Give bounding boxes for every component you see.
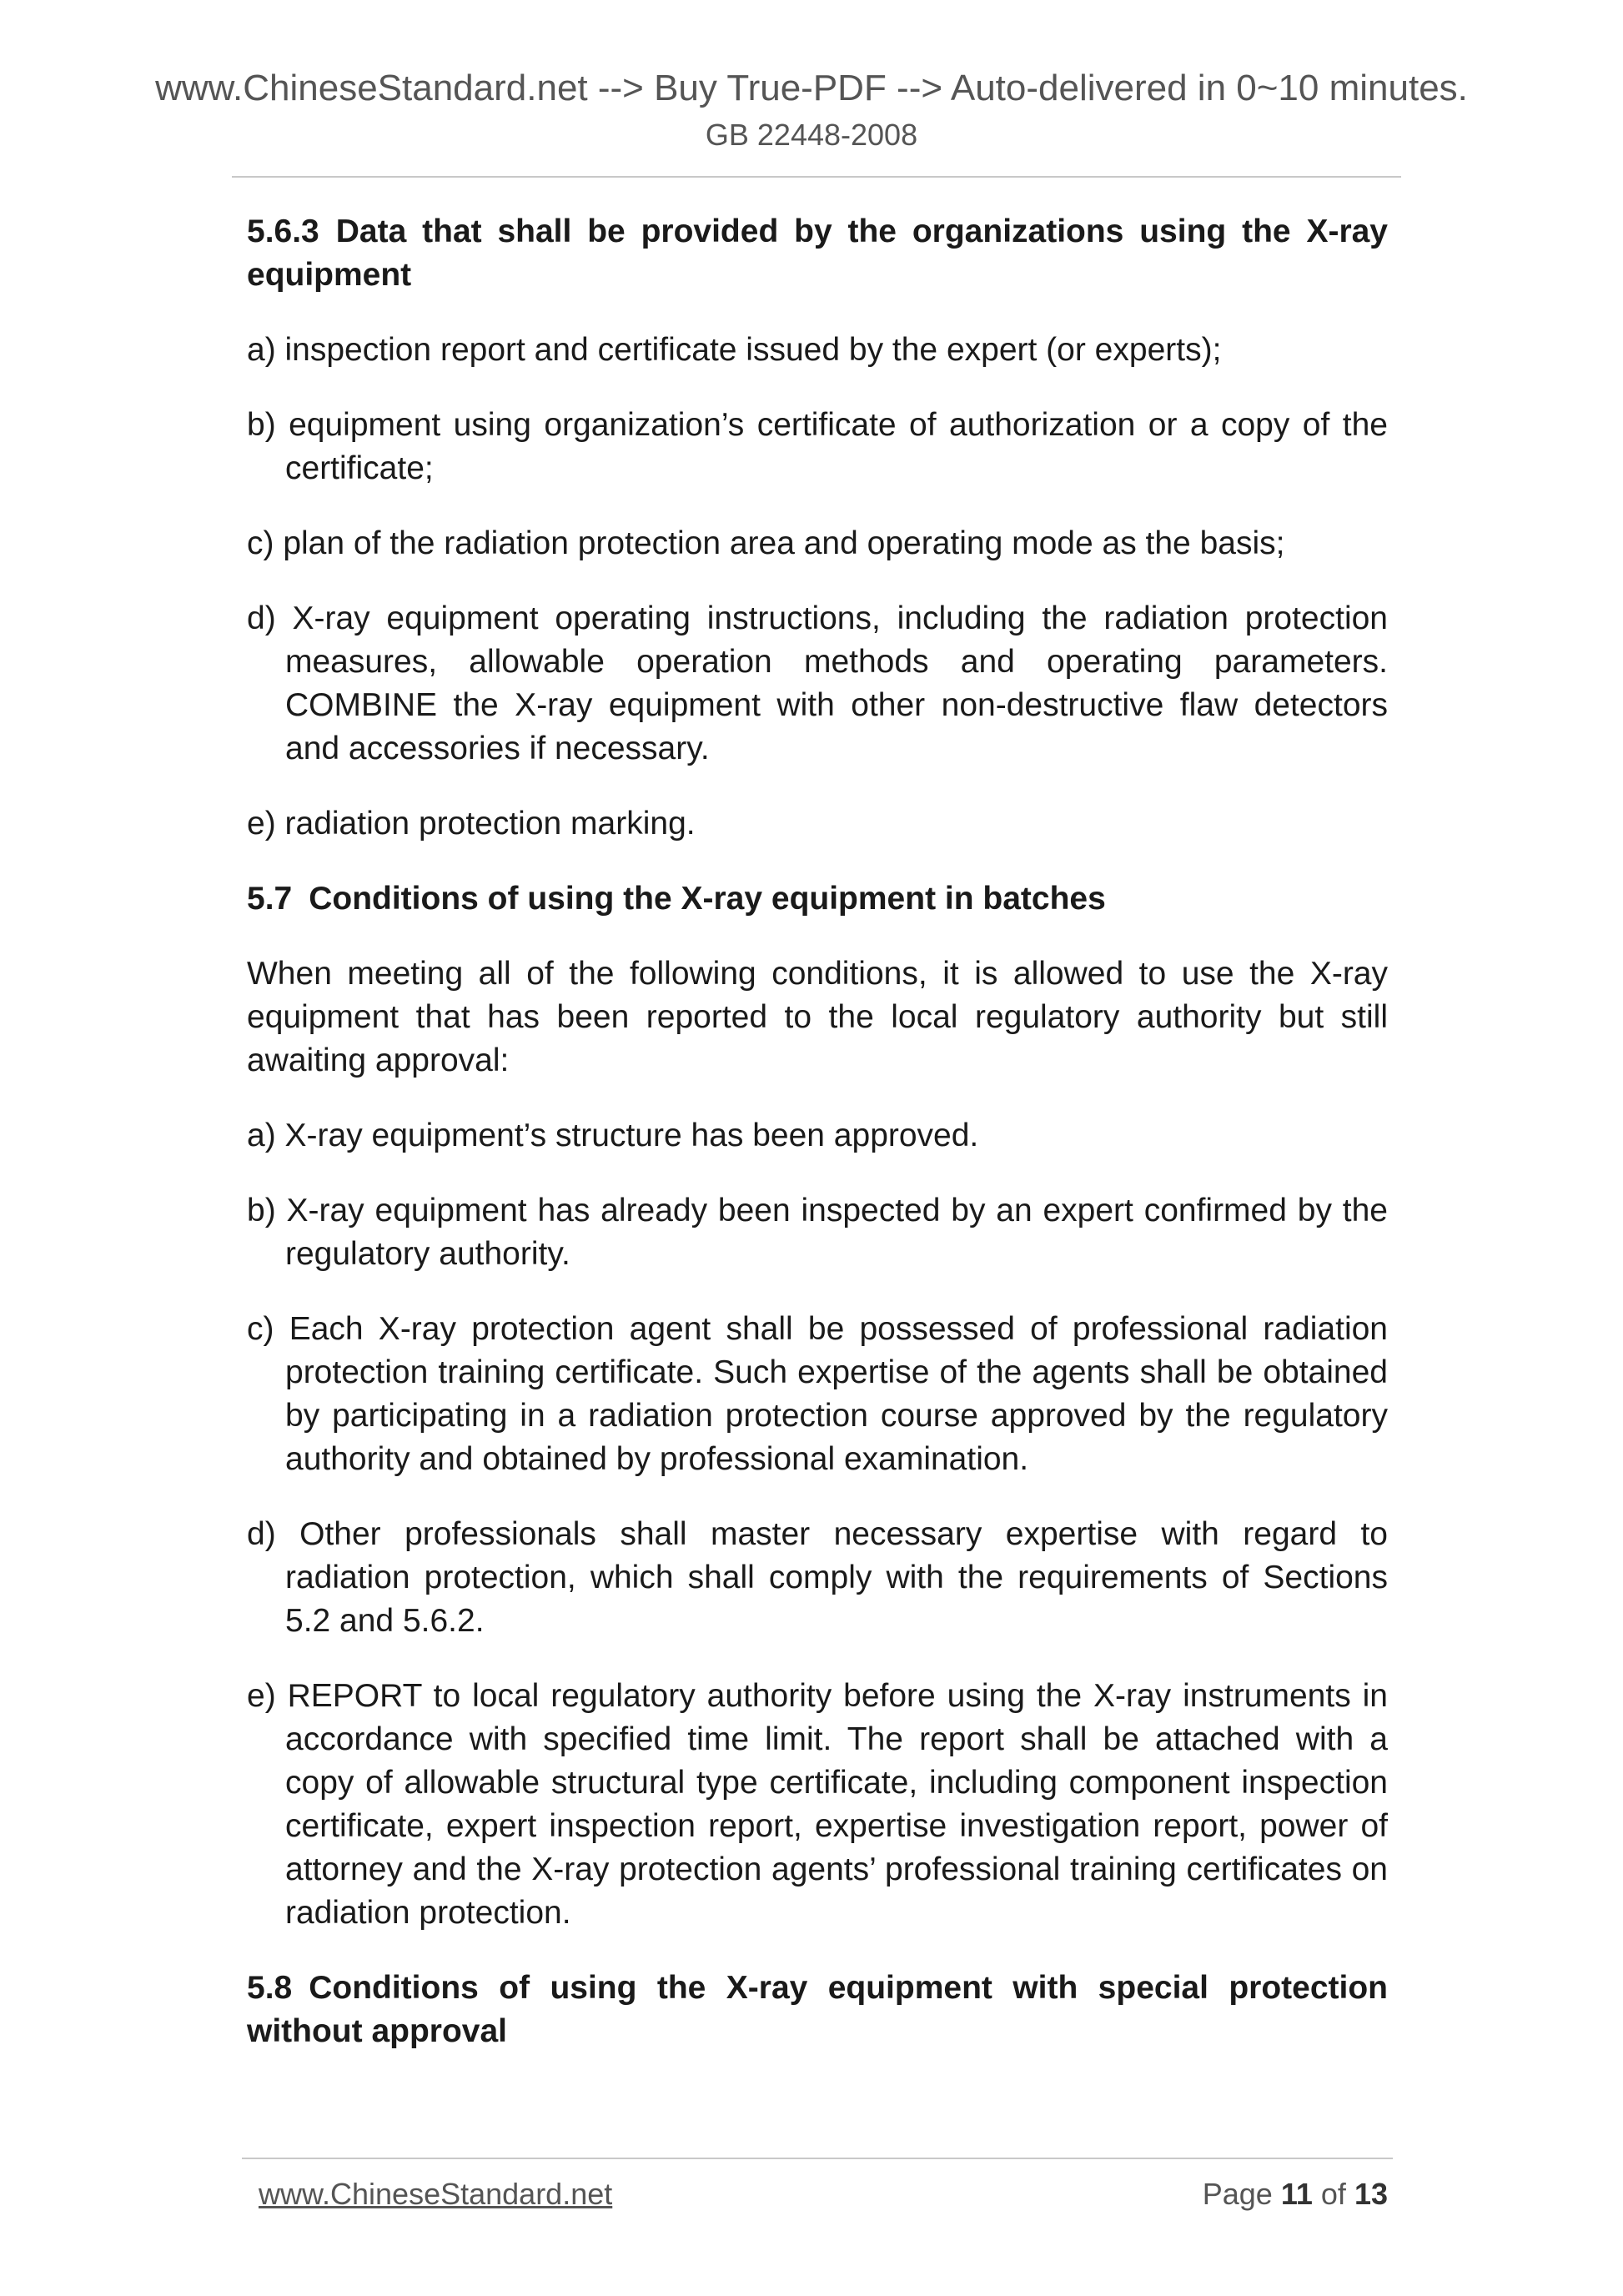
header-banner: www.ChineseStandard.net --> Buy True-PDF --> Auto-delivered in 0~10 minutes.	[155, 68, 1468, 108]
standard-code: GB 22448-2008	[705, 118, 918, 152]
section-title: Conditions of using the X-ray equipment with special protection without approval	[247, 1970, 1388, 2049]
footer-site-link[interactable]: www.ChineseStandard.net	[259, 2177, 613, 2211]
page-indicator	[1203, 2175, 1388, 2213]
page-of: of	[1320, 2177, 1346, 2211]
list-item: b) X-ray equipment has already been inspected by an expert confirmed by the regulatory authority.	[247, 1193, 1388, 1272]
page-current: 11	[1280, 2177, 1313, 2211]
section-intro: When meeting all of the following conditions, it is allowed to use the X-ray equipment that has been reported to the local regulatory authority but still awaiting approval:	[247, 956, 1388, 1078]
section-number: 5.8	[247, 1970, 293, 2006]
list-item: e) radiation protection marking.	[247, 806, 696, 842]
section-number: 5.7	[247, 881, 293, 917]
document-body	[247, 210, 1388, 2053]
list-item: a) inspection report and certificate issued by the expert (or experts);	[247, 332, 1222, 368]
section-heading-5-8	[247, 1967, 1388, 2053]
list-item: e) REPORT to local regulatory authority before using the X-ray instruments in accordance with specified time limit. The report shall be attached with a copy of allowable structural type certificate, including component inspection certificate, expert inspection report, expertise investigation report, power of attorney and the X-ray protection agents’ professional training certificates on radiation protection.	[247, 1678, 1388, 1931]
list-item: a) X-ray equipment’s structure has been approved.	[247, 1118, 979, 1153]
header-divider	[232, 176, 1401, 178]
page-label: Page	[1202, 2177, 1273, 2211]
section-title: Conditions of using the X-ray equipment in batches	[309, 881, 1106, 917]
section-number: 5.6.3	[247, 214, 319, 249]
list-item: d) Other professionals shall master necessary expertise with regard to radiation protection, which shall comply with the requirements of Sections 5.2 and 5.6.2.	[247, 1516, 1388, 1639]
footer-divider	[242, 2158, 1393, 2159]
list-item: d) X-ray equipment operating instructions, including the radiation protection measures, allowable operation methods and operating parameters. COMBINE the X-ray equipment with other non-destructive flaw detectors and accessories if necessary.	[247, 600, 1388, 766]
section-heading-5-6-3	[247, 210, 1388, 297]
list-item: c) Each X-ray protection agent shall be possessed of professional radiation protection training certificate. Such expertise of the agents shall be obtained by participating in a radiation protection course approved by the regulatory authority and obtained by professional examination.	[247, 1311, 1388, 1477]
list-item: b) equipment using organization’s certificate of authorization or a copy of the certificate;	[247, 407, 1388, 486]
section-heading-5-7	[247, 877, 1388, 921]
page-total: 13	[1354, 2177, 1388, 2211]
list-item: c) plan of the radiation protection area and operating mode as the basis;	[247, 525, 1285, 561]
section-title: Data that shall be provided by the organizations using the X-ray equipment	[247, 214, 1388, 293]
